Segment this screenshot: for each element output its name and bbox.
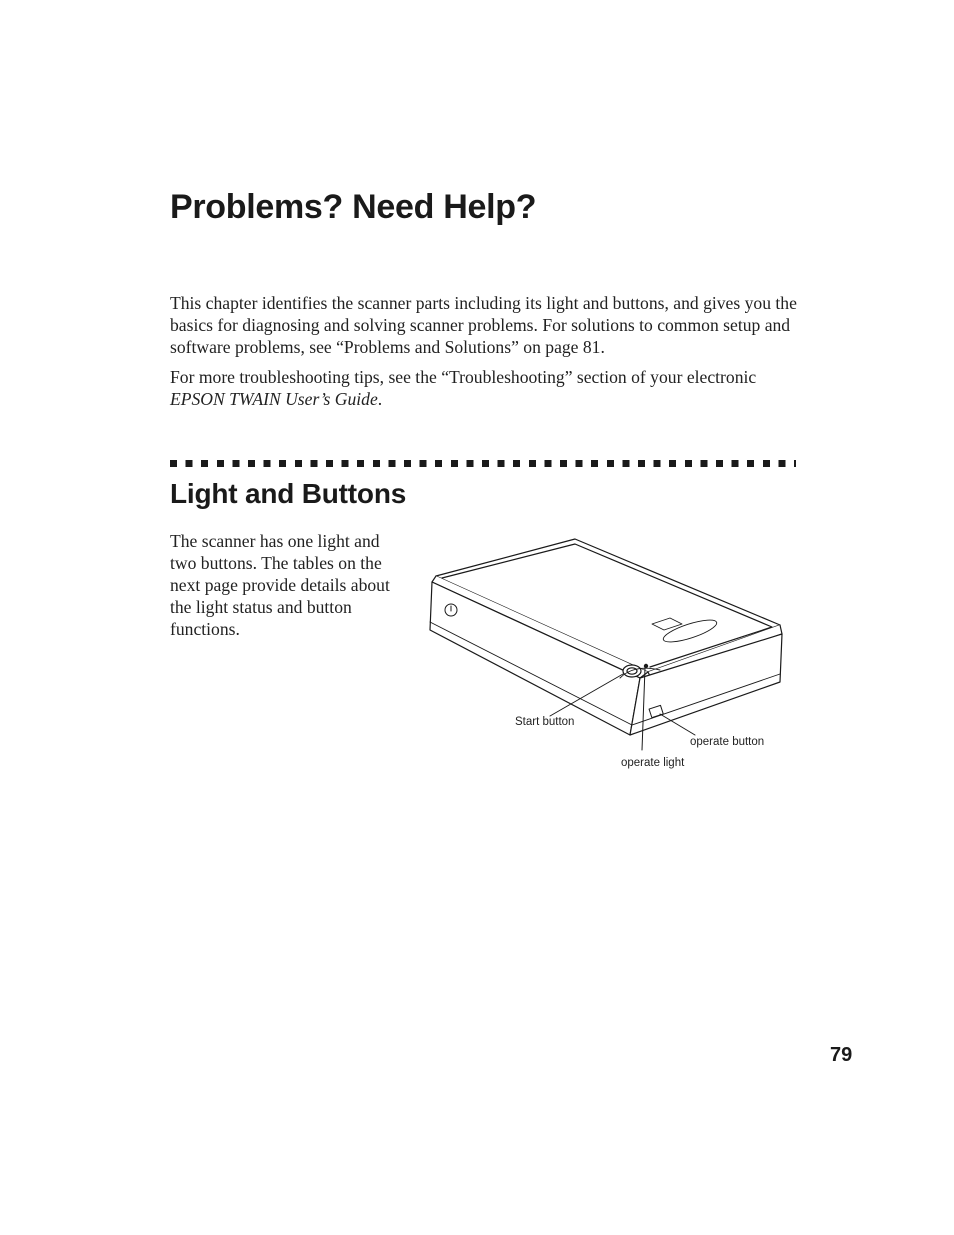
section-title: Light and Buttons (170, 478, 407, 509)
operate-button-callout: operate button (690, 736, 765, 748)
troubleshooting-text: For more troubleshooting tips, see the “Troubleshooting” section of your electronic (170, 367, 757, 387)
start-button-callout: Start button (515, 716, 575, 728)
intro-paragraph: This chapter identifies the scanner parts including its light and buttons, and gives you the basics for diagnosing and solving scanner problems. For solutions to common setup and software problems, see “Problems and Solutions” on page 81. (170, 293, 797, 357)
section-paragraph: The scanner has one light and two buttons. The tables on the next page provide details about the light status and button functions. (170, 531, 390, 639)
page-number: 79 (830, 1044, 853, 1066)
troubleshooting-end: . (377, 389, 383, 409)
guide-title: EPSON TWAIN User’s Guide (170, 389, 378, 409)
section-divider (170, 460, 796, 467)
troubleshooting-paragraph (170, 366, 800, 410)
operate-light-callout: operate light (621, 757, 685, 769)
scanner-illustration (420, 530, 800, 780)
chapter-title: Problems? Need Help? (170, 188, 537, 226)
